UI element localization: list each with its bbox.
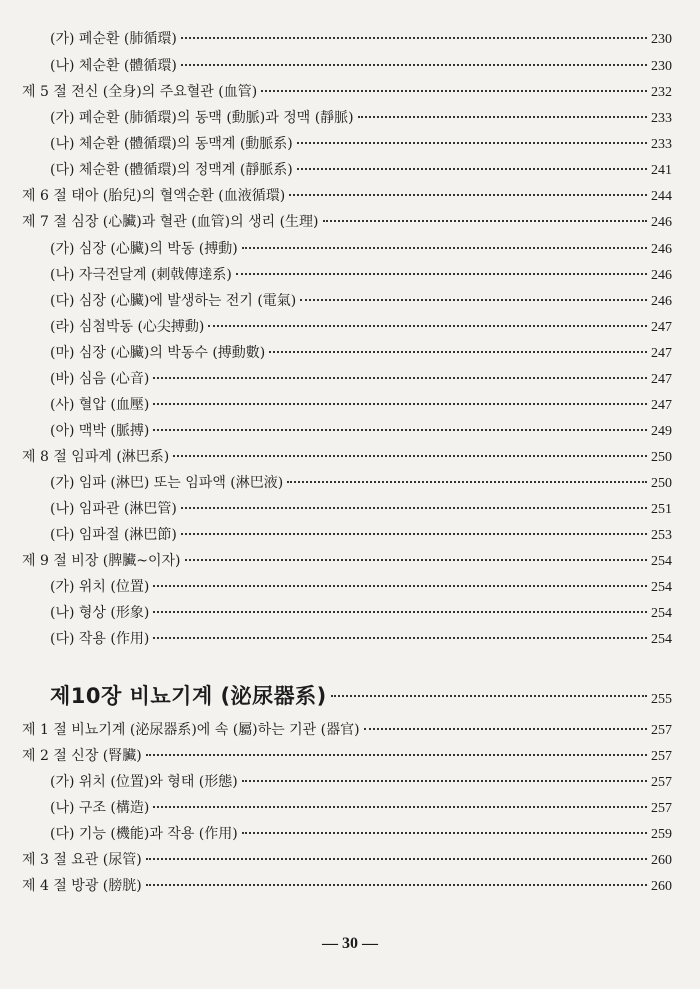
toc-entry-label: (가) 위치 (位置)와 형태 (形態) [50,774,238,790]
toc-entry-label: 제 5 절 전신 (全身)의 주요혈관 (血管) [22,84,258,100]
toc-entry-page: 250 [651,450,672,465]
toc-entry-page: 249 [651,424,672,439]
toc-entry [50,370,672,389]
toc-entry-label: 제 2 절 신장 (腎臟) [22,748,142,764]
dot-leader [153,403,647,405]
chapter-title: 제10장 비뇨기계 (泌尿器系) [50,684,327,708]
toc-entry-page: 232 [651,85,672,100]
dot-leader [153,585,647,587]
toc-entry-page: 247 [651,320,672,335]
toc-entry [50,773,672,792]
toc-entry-page: 246 [651,268,672,283]
dot-leader [146,754,647,756]
toc-entry-label: (다) 심장 (心臟)에 발생하는 전기 (電氣) [50,293,297,309]
toc-entry [50,240,672,259]
toc-entry [22,187,672,206]
toc-entry-label: (바) 심음 (心音) [50,371,150,387]
toc-entry-page: 253 [651,528,672,543]
dot-leader [208,325,647,327]
dot-leader [364,728,647,730]
toc-entry-label: (나) 형상 (形象) [50,605,150,621]
toc-entry [50,292,672,311]
toc-entry-page: 260 [651,879,672,894]
toc-entry [50,474,672,493]
toc-entry-page: 244 [651,189,672,204]
toc-entry-label: 제 7 절 심장 (心臟)과 혈관 (血管)의 생리 (生理) [22,214,319,230]
toc-entry-label: (마) 심장 (心臟)의 박동수 (搏動數) [50,345,266,361]
toc-entry-page: 257 [651,801,672,816]
toc-entry-page: 247 [651,398,672,413]
dot-leader [153,806,647,808]
dot-leader [181,37,647,39]
dot-leader [297,168,647,170]
toc-entry-page: 246 [651,242,672,257]
toc-entry [50,578,672,597]
toc-entry-label: 제 9 절 비장 (脾臟~이자) [22,553,181,569]
dot-leader [181,507,647,509]
toc-entry-label: (가) 심장 (心臟)의 박동 (搏動) [50,241,238,257]
toc-entry-page: 260 [651,853,672,868]
toc-entry-label: (가) 폐순환 (肺循環)의 동맥 (動脈)과 정맥 (靜脈) [50,110,354,126]
dot-leader [289,194,647,196]
dot-leader [323,220,647,222]
dot-leader [242,832,647,834]
dot-leader [358,116,647,118]
dot-leader [181,64,647,66]
toc-entry-label: (다) 체순환 (體循環)의 정맥계 (靜脈系) [50,162,293,178]
toc-entry-page: 233 [651,137,672,152]
toc-entry-label: 제 3 절 요관 (尿管) [22,852,142,868]
toc-entry-label: 제 8 절 임파계 (淋巴系) [22,449,170,465]
toc-entry-label: 제 4 절 방광 (膀胱) [22,878,142,894]
toc-entry-label: (사) 혈압 (血壓) [50,397,150,413]
toc-entry-page: 233 [651,111,672,126]
dot-leader [173,455,647,457]
toc-entry-page: 247 [651,346,672,361]
toc-entry-label: 제 1 절 비뇨기계 (泌尿器系)에 속 (屬)하는 기관 (器官) [22,722,360,738]
toc-entry-label: (라) 심첨박동 (心尖搏動) [50,319,205,335]
chapter-heading [50,680,672,710]
dot-leader [153,429,647,431]
dot-leader [153,611,647,613]
toc-entry [50,266,672,285]
toc-entry [22,877,672,896]
dot-leader [300,299,647,301]
toc-entry [22,851,672,870]
toc-entry [50,135,672,154]
toc-entry-page: 250 [651,476,672,491]
toc-entry-label: (나) 체순환 (體循環) [50,58,177,74]
toc-entry-page: 241 [651,163,672,178]
toc-entry [22,721,672,740]
toc-entry [50,396,672,415]
toc-entry-page: 230 [651,32,672,47]
toc-entry [22,448,672,467]
toc-entry-page: 251 [651,502,672,517]
toc-entry [50,526,672,545]
dot-leader [185,559,647,561]
toc-entry [50,604,672,623]
toc-entry-page: 254 [651,632,672,647]
dot-leader [331,695,647,697]
toc-entry-page: 246 [651,215,672,230]
dot-leader [146,884,647,886]
toc-entry-page: 254 [651,606,672,621]
toc-entry [50,799,672,818]
toc-entry-page: 254 [651,554,672,569]
page-number-footer: — 30 — [322,935,378,952]
toc-entry-label: (다) 임파절 (淋巴節) [50,527,177,543]
toc-entry-page: 257 [651,775,672,790]
toc-entry [50,500,672,519]
dot-leader [261,90,647,92]
toc-entry-page: 230 [651,59,672,74]
dot-leader [269,351,647,353]
toc-entry-label: (다) 작용 (作用) [50,631,150,647]
toc-entry-label: 제 6 절 태아 (胎兒)의 혈액순환 (血液循環) [22,188,286,204]
toc-entry-page: 259 [651,827,672,842]
dot-leader [146,858,647,860]
toc-entry-label: (가) 폐순환 (肺循環) [50,31,177,47]
toc-entry [50,344,672,363]
dot-leader [242,780,647,782]
toc-entry-page: 247 [651,372,672,387]
dot-leader [242,247,647,249]
toc-entry-page: 254 [651,580,672,595]
chapter-page: 255 [651,692,672,707]
dot-leader [153,637,647,639]
toc-entry-label: (나) 자극전달계 (刺戟傳達系) [50,267,232,283]
toc-entry [50,30,672,49]
toc-entry-label: (다) 기능 (機能)과 작용 (作用) [50,826,238,842]
toc-entry [50,422,672,441]
dot-leader [153,377,647,379]
toc-entry-label: (가) 위치 (位置) [50,579,150,595]
dot-leader [236,273,647,275]
toc-entry-page: 257 [651,723,672,738]
toc-entry-label: (나) 구조 (構造) [50,800,150,816]
toc-entry [22,747,672,766]
toc-entry-label: (나) 임파관 (淋巴管) [50,501,177,517]
toc-entry [50,161,672,180]
toc-entry [50,109,672,128]
toc-entry-label: (가) 임파 (淋巴) 또는 임파액 (淋巴液) [50,475,284,491]
toc-entry-page: 257 [651,749,672,764]
toc-entry [50,630,672,649]
toc-entry-label: (아) 맥박 (脈搏) [50,423,150,439]
dot-leader [287,481,647,483]
toc-entry [22,83,672,102]
toc-entry [50,825,672,844]
toc-entry-page: 246 [651,294,672,309]
dot-leader [181,533,647,535]
toc-entry [50,57,672,76]
toc-entry [22,213,672,232]
toc-entry [50,318,672,337]
toc-entry-label: (나) 체순환 (體循環)의 동맥계 (動脈系) [50,136,293,152]
toc-entry [22,552,672,571]
dot-leader [297,142,647,144]
